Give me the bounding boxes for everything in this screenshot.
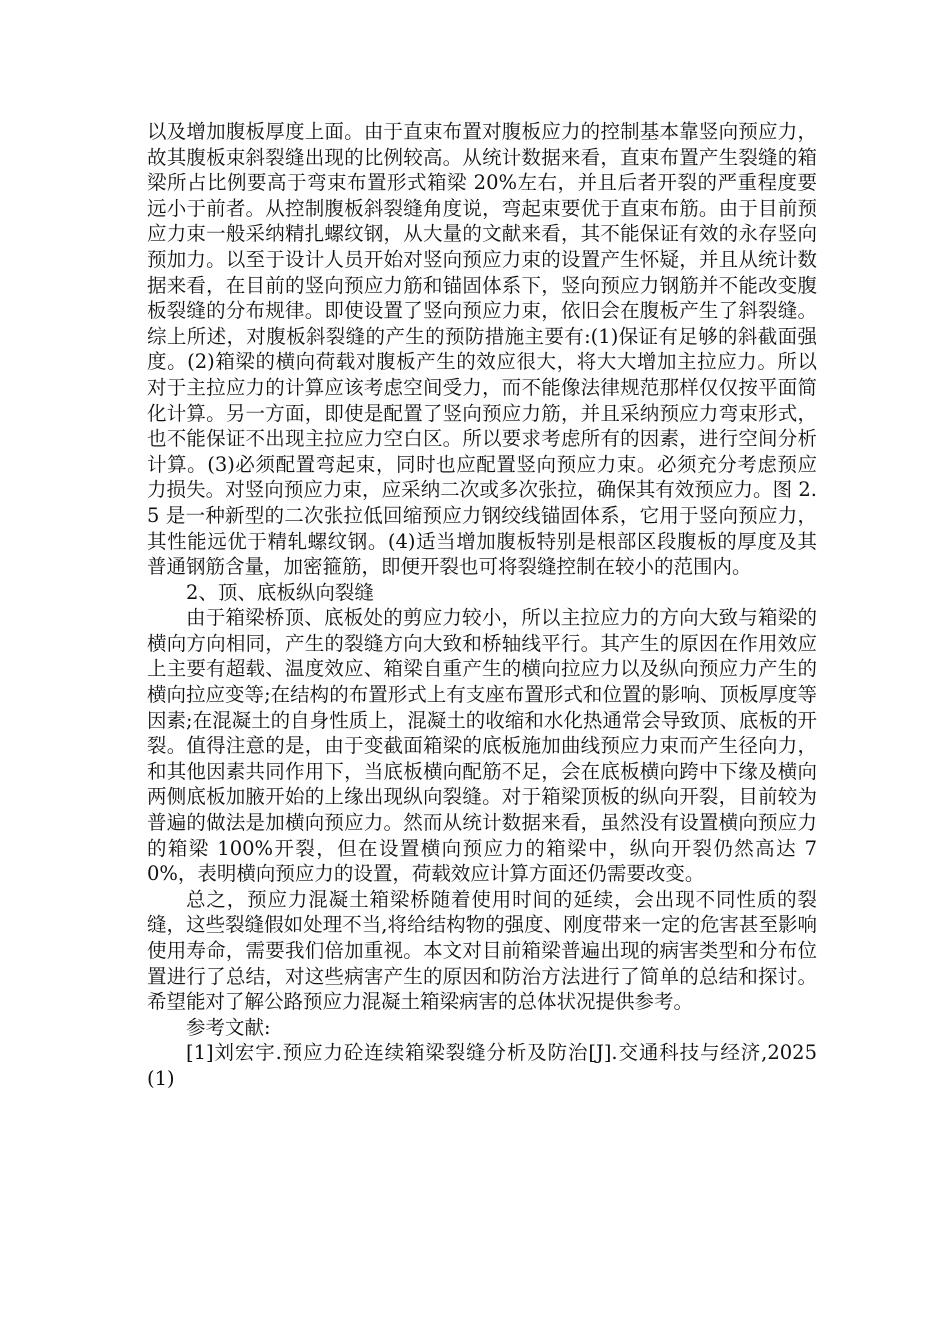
paragraph-longitudinal-cracks: 由于箱梁桥顶、底板处的剪应力较小，所以主拉应力的方向大致与箱梁的横向方向相同，产生的裂缝方向大致和桥轴线平行。其产生的原因在作用效应上主要有超载、温度效应、箱梁自重产生的横向拉应力以及纵向预应力产生的横向拉应变等;在结构的布置形式上有支座布置形式和位置的影响、顶板厚度等因素;在混凝土的自身性质上，混凝土的收缩和水化热通常会导致顶、底板的开裂。值得注意的是，由于变截面箱梁的底板施加曲线预应力束而产生径向力，和其他因素共同作用下，当底板横向配筋不足，会在底板横向跨中下缘及横向两侧底板加腋开始的上缘出现纵向裂缝。对于箱梁顶板的纵向开裂，目前较为普遍的做法是加横向预应力。然而从统计数据来看，虽然没有设置横向预应力的箱梁 100%开裂，但在设置横向预应力的箱梁中，纵向开裂仍然高达 70%，表明横向预应力的设置，荷载效应计算方面还仍需要改变。	[147, 606, 817, 886]
paragraph-web-crack-measures: 以及增加腹板厚度上面。由于直束布置对腹板应力的控制基本靠竖向预应力，故其腹板束斜裂缝出现的比例较高。从统计数据来看，直束布置产生裂缝的箱梁所占比例要高于弯束布置形式箱梁 20%左右，并且后者开裂的严重程度要远小于前者。从控制腹板斜裂缝角度说，弯起束要优于直束布筋。由于目前预应力束一般采纳精扎螺纹钢，从大量的文献来看，其不能保证有效的永存竖向预加力。以至于设计人员开始对竖向预应力束的设置产生怀疑，并且从统计数据来看，在目前的竖向预应力筋和锚固体系下，竖向预应力钢筋并不能改变腹板裂缝的分布规律。即使设置了竖向预应力束，依旧会在腹板产生了斜裂缝。综上所述，对腹板斜裂缝的产生的预防措施主要有:(1)保证有足够的斜截面强度。(2)箱梁的横向荷载对腹板产生的效应很大，将大大增加主拉应力。所以对于主拉应力的计算应该考虑空间受力，而不能像法律规范那样仅仅按平面简化计算。另一方面，即使是配置了竖向预应力筋，并且采纳预应力弯束形式，也不能保证不出现主拉应力空白区。所以要求考虑所有的因素，进行空间分析计算。(3)必须配置弯起束，同时也应配置竖向预应力束。必须充分考虑预应力损失。对竖向预应力束，应采纳二次或多次张拉，确保其有效预应力。图 2.5 是一种新型的二次张拉低回缩预应力钢绞线锚固体系，它用于竖向预应力，其性能远优于精轧螺纹钢。(4)适当增加腹板特别是根部区段腹板的厚度及其普通钢筋含量，加密箍筋，即便开裂也可将裂缝控制在较小的范围内。	[147, 120, 817, 579]
section-heading-longitudinal-cracks: 2、顶、底板纵向裂缝	[186, 580, 374, 604]
reference-item: [1]刘宏宇.预应力砼连续箱梁裂缝分析及防治[J].交通科技与经济,2025(1)	[147, 1041, 817, 1090]
document-body	[147, 119, 817, 1092]
paragraph-conclusion: 总之，预应力混凝土箱梁桥随着使用时间的延续，会出现不同性质的裂缝，这些裂缝假如处理不当,将给结构物的强度、刚度带来一定的危害甚至影响使用寿命，需要我们倍加重视。本文对目前箱梁普遍出现的病害类型和分布位置进行了总结，对这些病害产生的原因和防治方法进行了简单的总结和探讨。希望能对了解公路预应力混凝土箱梁病害的总体状况提供参考。	[147, 887, 817, 1014]
references-heading: 参考文献:	[186, 1015, 271, 1039]
